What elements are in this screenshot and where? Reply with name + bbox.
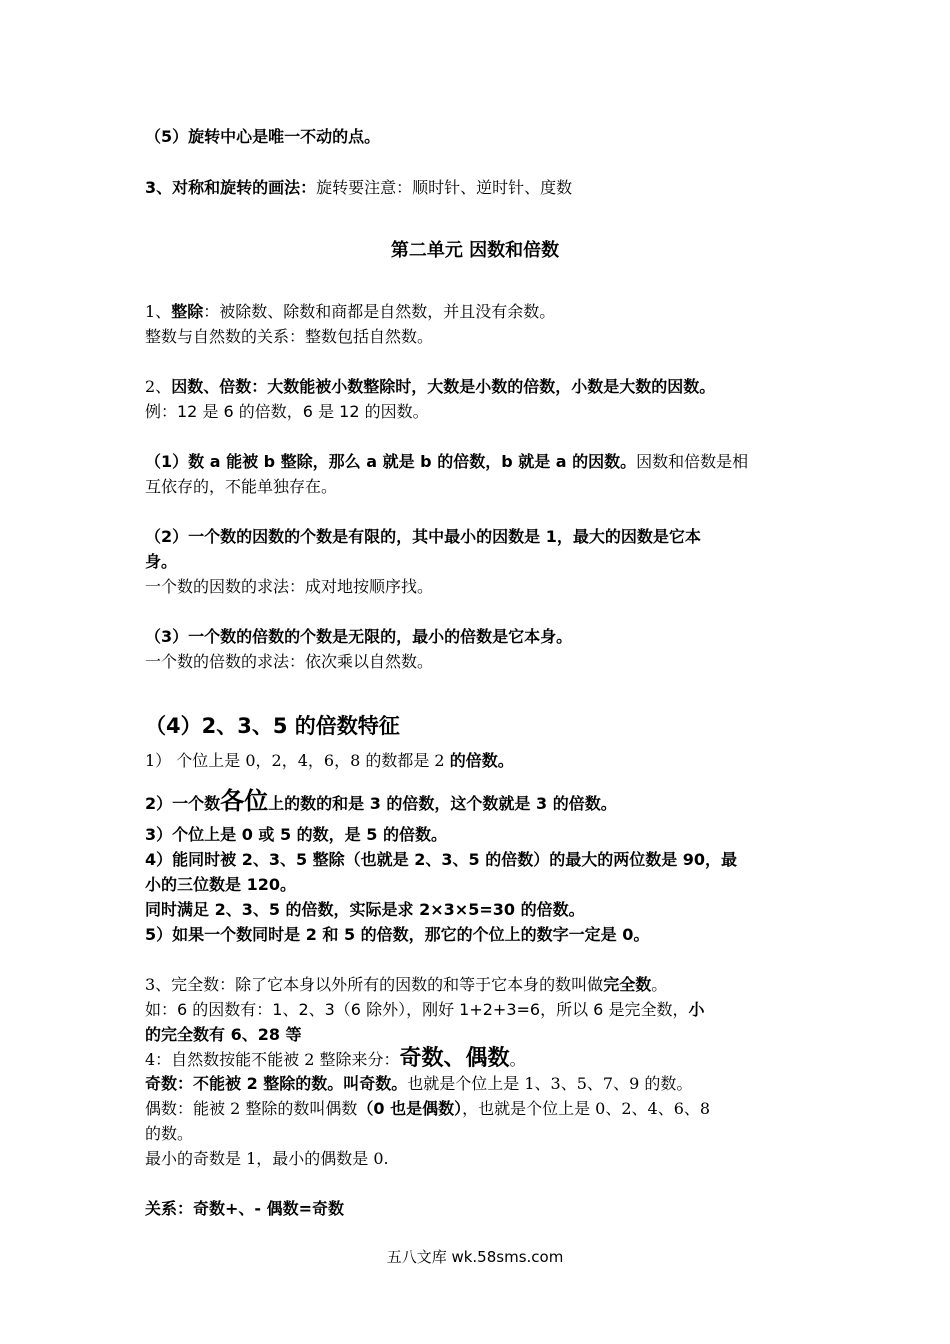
rule-4-note: 同时满足 2、3、5 的倍数，实际是求 2×3×5=30 的倍数。 <box>145 900 585 919</box>
integer-natural-relation: 整数与自然数的关系：整数包括自然数。 <box>145 327 434 346</box>
point-2-continuation: 身。 <box>145 552 178 571</box>
perfect-number-list: 的完全数有 6、28 等 <box>145 1025 302 1044</box>
odd-definition <box>145 1073 692 1095</box>
perfect-number-end: 。 <box>651 975 668 994</box>
even-definition <box>145 1098 710 1120</box>
even-definition-bold: （0 也是偶数） <box>357 1099 463 1118</box>
factor-method: 一个数的因数的求法：成对地按顺序找。 <box>145 577 434 596</box>
perfect-number-term: 完全数 <box>603 975 652 994</box>
odd-definition-bold: 奇数：不能被 2 整除的数。叫奇数。 <box>145 1074 408 1093</box>
odd-definition-rest: 也就是个位上是 1、3、5、7、9 的数。 <box>407 1074 693 1093</box>
factor-multiple-text: 因数、倍数：大数能被小数整除时，大数是小数的倍数，小数是大数的因数。 <box>171 377 716 396</box>
rule-4: 4）能同时被 2、3、5 整除（也就是 2、3、5 的倍数）的最大的两位数是 90，最 <box>145 850 738 869</box>
point-2-line: （2）一个数的因数的个数是有限的，其中最小的因数是 1，最大的因数是它本 <box>145 527 701 546</box>
rule-2-start: 2）一个数 <box>145 794 221 813</box>
perfect-number-definition <box>145 974 667 996</box>
drawing-method-label: 3、对称和旋转的画法： <box>145 178 317 197</box>
divisibility-definition <box>145 301 555 323</box>
point-1-line <box>145 451 748 473</box>
odd-even-relation: 关系：奇数+、- 偶数=奇数 <box>145 1199 345 1218</box>
point-3-line: （3）一个数的倍数的个数是无限的，最小的倍数是它本身。 <box>145 627 573 646</box>
rule-2 <box>145 786 617 819</box>
even-definition-continuation: 的数。 <box>145 1124 194 1143</box>
perfect-number-example <box>145 999 704 1021</box>
perfect-number-example-text: 如：6 的因数有：1、2、3（6 除外），刚好 1+2+3=6，所以 6 是完全数， <box>145 1000 689 1019</box>
rule-2-end: 上的数的和是 3 的倍数，这个数就是 3 的倍数。 <box>268 794 617 813</box>
rule-1-bold: 的倍数。 <box>449 751 514 770</box>
odd-even-text: 4：自然数按能不能被 2 整除来分： <box>145 1050 400 1069</box>
smallest-odd-even: 最小的奇数是 1，最小的偶数是 0. <box>145 1149 389 1168</box>
point-1-rest: 因数和倍数是相 <box>636 452 749 471</box>
rule-1 <box>145 750 514 772</box>
rule-4-continuation: 小的三位数是 120。 <box>145 875 296 894</box>
even-definition-start: 偶数：能被 2 整除的数叫偶数 <box>145 1099 358 1118</box>
odd-even-end: 。 <box>509 1050 526 1069</box>
point-1-continuation: 互依存的，不能单独存在。 <box>145 477 338 496</box>
odd-even-classification <box>145 1044 526 1075</box>
divisibility-text: ：被除数、除数和商都是自然数，并且没有余数。 <box>203 302 556 321</box>
rule-3: 3）个位上是 0 或 5 的数，是 5 的倍数。 <box>145 825 447 844</box>
factor-multiple-definition <box>145 376 715 398</box>
multiple-method: 一个数的倍数的求法：依次乘以自然数。 <box>145 652 434 671</box>
rule-1-text: 1） 个位上是 0，2，4，6，8 的数都是 2 <box>145 751 450 770</box>
rule-5: 5）如果一个数同时是 2 和 5 的倍数，那它的个位上的数字一定是 0。 <box>145 925 650 944</box>
odd-even-terms: 奇数、偶数 <box>399 1046 510 1071</box>
divisibility-term: 整除 <box>171 302 204 321</box>
perfect-number-text: 3、完全数：除了它本身以外所有的因数的和等于它本身的数叫做 <box>145 975 604 994</box>
section-4-heading: （4）2、3、5 的倍数特征 <box>145 714 400 738</box>
divisibility-number: 1、 <box>145 302 172 321</box>
rule-2-emphasis: 各位 <box>220 787 269 815</box>
perfect-number-example-bold: 小 <box>688 1000 705 1019</box>
unit-title: 第二单元 因数和倍数 <box>390 240 560 261</box>
rotation-center-note: （5）旋转中心是唯一不动的点。 <box>145 127 381 146</box>
drawing-method-line <box>145 177 572 199</box>
footer-watermark: 五八文库 wk.58sms.com <box>386 1248 564 1266</box>
factor-multiple-example: 例：12 是 6 的倍数，6 是 12 的因数。 <box>145 402 429 421</box>
factor-multiple-number: 2、 <box>145 377 172 396</box>
drawing-method-text: 旋转要注意：顺时针、逆时针、度数 <box>316 178 573 197</box>
point-1-bold: （1）数 a 能被 b 整除，那么 a 就是 b 的倍数，b 就是 a 的因数。 <box>145 452 637 471</box>
even-definition-rest: ，也就是个位上是 0、2、4、6、8 <box>462 1099 711 1118</box>
